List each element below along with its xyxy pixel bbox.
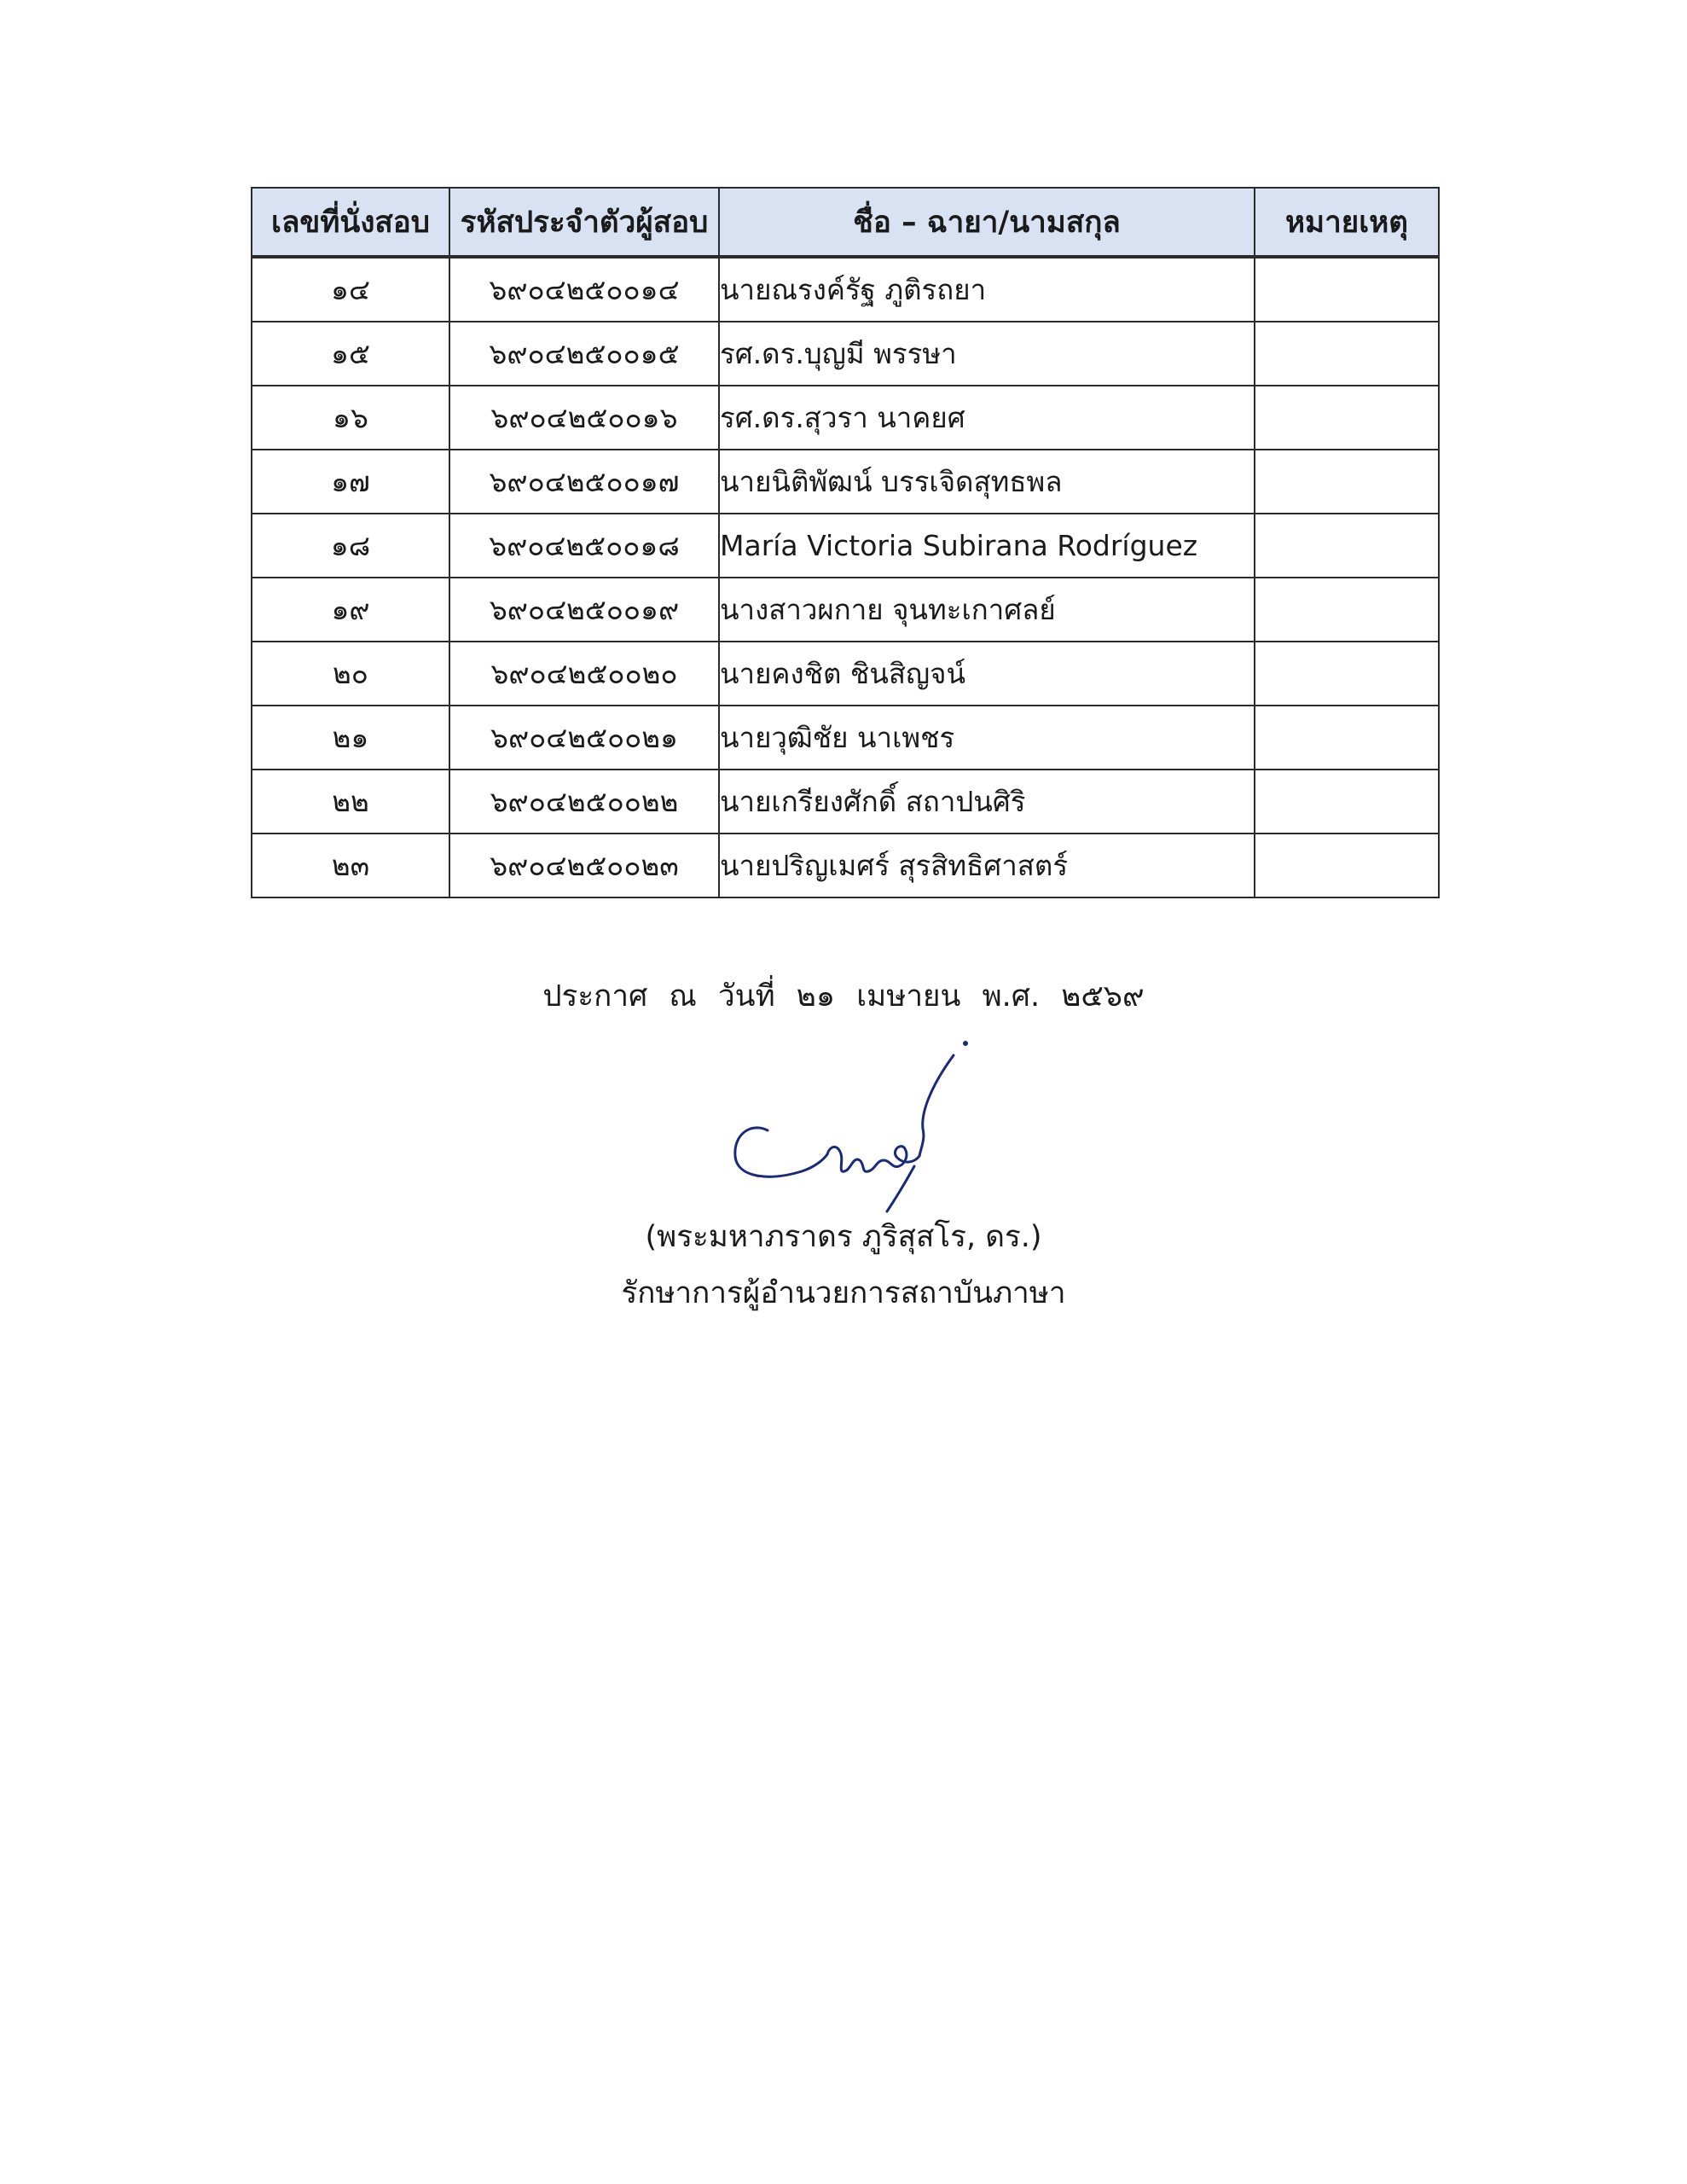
name-cell: นายนิติพัฒน์ บรรเจิดสุทธพล: [719, 450, 1255, 514]
announcement-prefix: ประกาศ: [542, 979, 648, 1014]
table-row: [252, 386, 1439, 450]
table-row: [252, 706, 1439, 770]
table-row: [252, 834, 1439, 897]
signer-name: (พระมหาภราดร ภูริสุสโร, ดร.): [645, 1220, 1042, 1254]
seat-number-cell: ๒๐: [252, 642, 449, 706]
seat-number-cell: ๑๖: [252, 386, 449, 450]
candidate-code-cell: ๖๙๐๔๒๕๐๐๒๓: [449, 834, 719, 897]
table-row: [252, 642, 1439, 706]
candidate-code-cell: ๖๙๐๔๒๕๐๐๒๑: [449, 706, 719, 770]
seat-number-cell: ๒๑: [252, 706, 449, 770]
name-cell: María Victoria Subirana Rodríguez: [719, 514, 1255, 578]
header-name: ชื่อ – ฉายา/นามสกุล: [719, 188, 1255, 257]
signer-position: รักษาการผู้อำนวยการสถาบันภาษา: [621, 1276, 1066, 1310]
name-cell: รศ.ดร.สุวรา นาคยศ: [719, 386, 1255, 450]
exam-seat-table: [251, 187, 1440, 898]
candidate-code-cell: ๖๙๐๔๒๕๐๐๑๕: [449, 322, 719, 386]
announcement-year: ๒๕๖๙: [1061, 979, 1145, 1014]
seat-number-cell: ๑๙: [252, 578, 449, 642]
remarks-cell: [1255, 770, 1439, 834]
seat-number-cell: ๒๒: [252, 770, 449, 834]
seat-number-cell: ๑๗: [252, 450, 449, 514]
remarks-cell: [1255, 514, 1439, 578]
handwritten-signature-icon: [716, 1019, 972, 1224]
remarks-cell: [1255, 642, 1439, 706]
remarks-cell: [1255, 322, 1439, 386]
seat-number-cell: ๑๔: [252, 257, 449, 322]
candidate-code-cell: ๖๙๐๔๒๕๐๐๑๗: [449, 450, 719, 514]
remarks-cell: [1255, 706, 1439, 770]
name-cell: นายณรงค์รัฐ ภูติรถยา: [719, 257, 1255, 322]
remarks-cell: [1255, 386, 1439, 450]
candidate-code-cell: ๖๙๐๔๒๕๐๐๑๙: [449, 578, 719, 642]
name-cell: นางสาวผกาย จุนทะเกาศลย์: [719, 578, 1255, 642]
announcement-date-line: [0, 973, 1687, 1019]
name-cell: นายวุฒิชัย นาเพชร: [719, 706, 1255, 770]
remarks-cell: [1255, 257, 1439, 322]
announcement-day: ๒๑: [796, 979, 836, 1014]
candidate-code-cell: ๖๙๐๔๒๕๐๐๒๐: [449, 642, 719, 706]
announcement-month: เมษายน: [856, 979, 961, 1014]
header-remarks: หมายเหตุ: [1255, 188, 1439, 257]
seat-number-cell: ๑๕: [252, 322, 449, 386]
remarks-cell: [1255, 450, 1439, 514]
table-row: [252, 450, 1439, 514]
announcement-date-label: วันที่: [717, 979, 775, 1014]
announcement-era: พ.ศ.: [982, 979, 1041, 1014]
candidate-code-cell: ๖๙๐๔๒๕๐๐๒๒: [449, 770, 719, 834]
remarks-cell: [1255, 578, 1439, 642]
announcement-at: ณ: [669, 979, 697, 1014]
candidate-code-cell: ๖๙๐๔๒๕๐๐๑๖: [449, 386, 719, 450]
table-header-row: [252, 188, 1439, 257]
remarks-cell: [1255, 834, 1439, 897]
header-seat-number: เลขที่นั่งสอบ: [252, 188, 449, 257]
table-row: [252, 322, 1439, 386]
table-row: [252, 514, 1439, 578]
name-cell: รศ.ดร.บุญมี พรรษา: [719, 322, 1255, 386]
seat-number-cell: ๑๘: [252, 514, 449, 578]
name-cell: นายเกรียงศักดิ์ สถาปนศิริ: [719, 770, 1255, 834]
candidate-code-cell: ๖๙๐๔๒๕๐๐๑๘: [449, 514, 719, 578]
seat-number-cell: ๒๓: [252, 834, 449, 897]
table-row: [252, 257, 1439, 322]
name-cell: นายคงชิต ชินสิญจน์: [719, 642, 1255, 706]
name-cell: นายปริญเมศร์ สุรสิทธิศาสตร์: [719, 834, 1255, 897]
candidate-code-cell: ๖๙๐๔๒๕๐๐๑๔: [449, 257, 719, 322]
table-row: [252, 578, 1439, 642]
header-candidate-code: รหัสประจำตัวผู้สอบ: [449, 188, 719, 257]
table-row: [252, 770, 1439, 834]
